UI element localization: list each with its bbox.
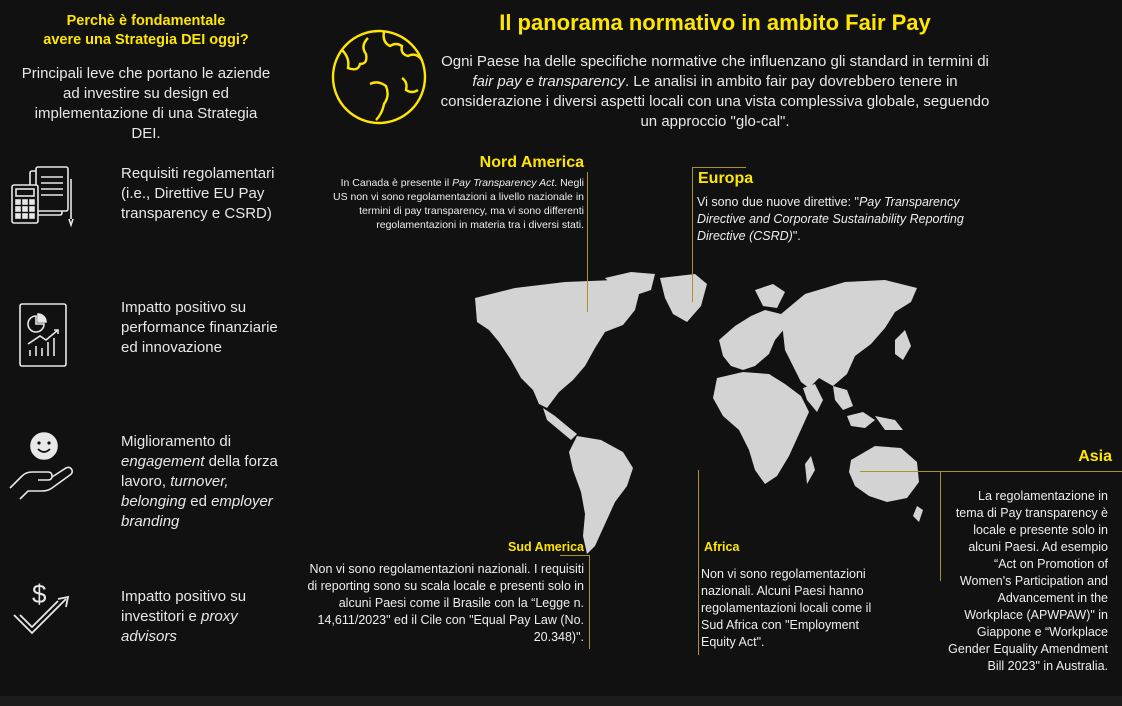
lever-financial-text: Impatto positivo su performance finanziarie ed innovazione [121,299,278,356]
lever-engagement-part-f: employer branding [121,493,273,530]
lever-investors-text [121,587,293,647]
lever-engagement-part-c: della forza lavoro, [121,453,278,490]
nord-america-part-c: . Negli US non vi sono regolamentazioni a livello nazionale in termini di pay transparency, ma vi sono differenti regolamentazioni in materia tra i diversi stati. [333,177,584,231]
smiley-hand-icon [8,430,76,500]
intro-part-a: Ogni Paese ha delle specifiche normative che influenzano gli standard in termini di [441,53,989,70]
nord-america-part-a: In Canada è presente il [340,177,453,189]
sud-america-title: Sud America [508,540,584,554]
nord-america-part-b: Pay Transparency Act [452,177,555,189]
strategy-heading-line2: avere una Strategia DEI oggi? [43,32,249,48]
svg-text:$: $ [32,579,47,609]
sud-america-text: Non vi sono regolamentazioni nazionali. I requisiti di reporting sono su scala locale e presenti solo in alcuni Paesi come il Brasile con la “Legge n. 14,611/2023" ed il Cile con "Equal Pay Law (No. 20.348)". [307,562,584,644]
asia-title: Asia [1078,448,1112,465]
lever-regulatory-text: Requisiti regolamentari (i.e., Direttive EU Pay transparency e CSRD) [121,165,275,222]
africa-title: Africa [704,540,740,554]
europa-part-a: Vi sono due nuove direttive: " [697,195,859,209]
strategy-heading-line1: Perchè è fondamentale [66,13,226,29]
europa-part-c: ". [792,229,801,243]
documents-calculator-icon [8,165,76,235]
lever-engagement-part-e: ed [186,493,212,510]
nord-america-text [330,176,584,232]
strategy-subheading: Principali leve che portano le aziende ad investire su design ed implementazione di una Strategia DEI. [21,65,271,142]
lever-investors-part-a: Impatto positivo su investitori e [121,588,247,625]
europa-title: Europa [698,170,754,187]
africa-text: Non vi sono regolamentazioni nazionali. Alcuni Paesi hanno regolamentazioni locali come il Sud Africa con "Employment Equity Act". [701,567,872,649]
intro-part-c: . Le analisi in ambito fair pay dovrebbero tenere in considerazione i diversi aspetti locali con una vista complessiva globale, seguendo un approccio "glo-cal". [440,73,990,130]
globe-icon [330,28,430,128]
asia-text: La regolamentazione in tema di Pay transparency è locale e presente solo in alcuni Paesi. Ad esempio “Act on Promotion of Women's Participation and Advancement in the Workplace (APWPAW)" in Giappone e “Workplace Gender Equality Amendment Bill 2023" in Australia. [948,489,1108,673]
lever-investors-part-b: proxy advisors [121,608,238,645]
financial-report-chart-icon [14,300,82,370]
dollar-growth-icon [8,575,76,645]
lever-engagement-part-b: engagement [121,453,205,470]
europa-part-b: Pay Transparency Directive and Corporate Sustainability Reporting Directive (CSRD) [697,195,964,243]
lever-engagement-part-a: Miglioramento di [121,433,232,450]
intro-text [440,52,990,132]
lever-engagement-text [121,432,293,532]
intro-part-b: fair pay e transparency [472,73,625,90]
strategy-heading [20,12,272,50]
world-map [455,270,925,560]
europa-text [697,194,967,245]
nord-america-title: Nord America [479,154,584,171]
page-title: Il panorama normativo in ambito Fair Pay [499,10,931,35]
lever-engagement-part-d: turnover, belonging [121,473,229,510]
bottom-bar [0,696,1122,706]
